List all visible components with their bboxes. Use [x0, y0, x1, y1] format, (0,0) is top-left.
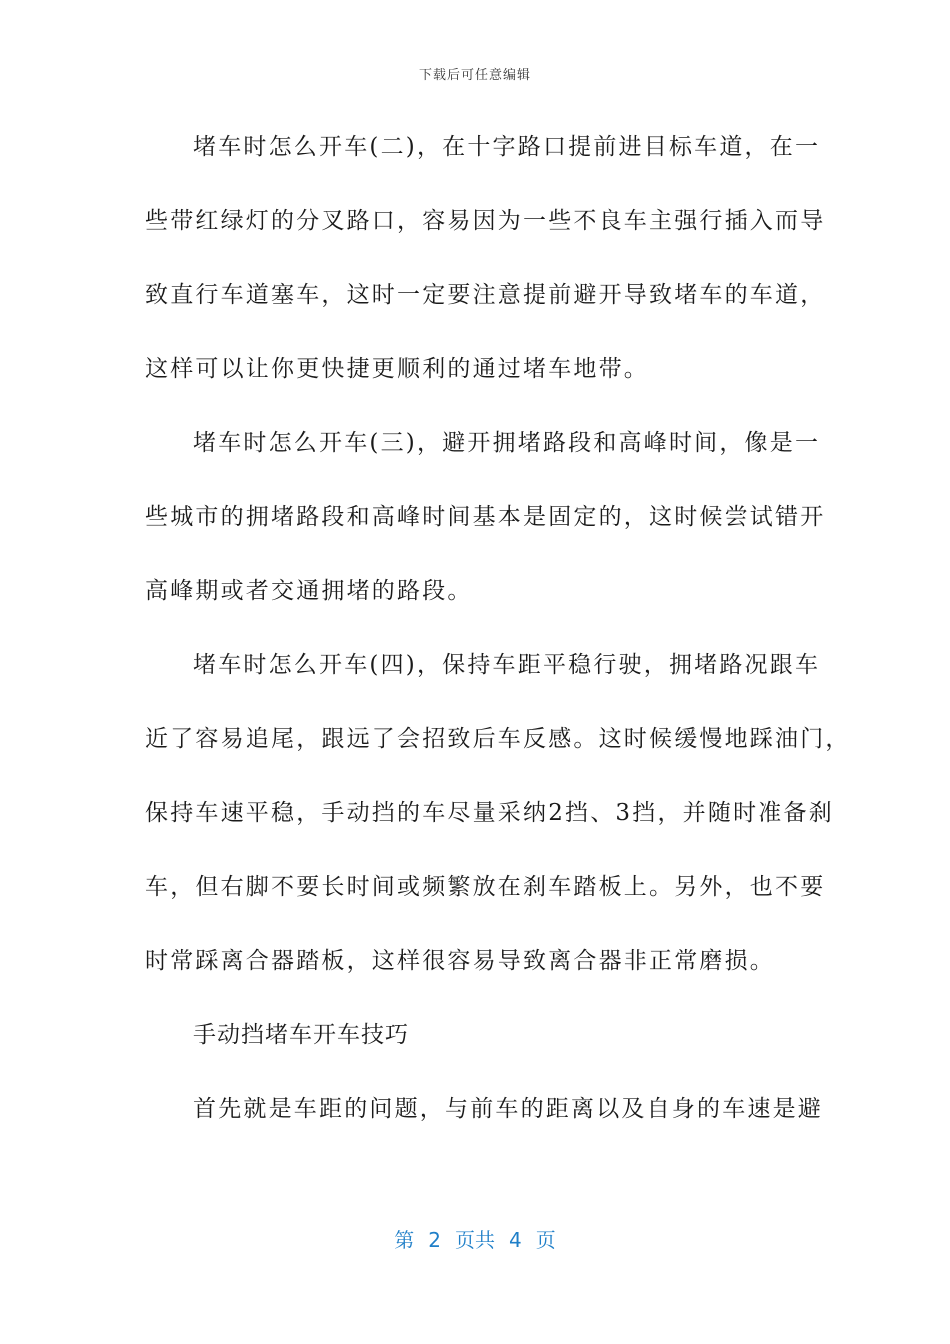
- current-page-number: 2: [428, 1228, 441, 1252]
- paragraph-line: 近了容易追尾，跟远了会招致后车反感。这时候缓慢地踩油门，: [145, 726, 851, 752]
- paragraph-line: 保持车速平稳，手动挡的车尽量采纳2挡、3挡，并随时准备刹: [145, 800, 834, 826]
- page-prefix: 第: [394, 1228, 415, 1252]
- header-note: 下载后可任意编辑: [418, 68, 531, 83]
- paragraph-line: 车，但右脚不要长时间或频繁放在刹车踏板上。另外，也不要: [145, 874, 826, 900]
- paragraph-line: 首先就是车距的问题，与前车的距离以及自身的车速是避: [193, 1096, 823, 1122]
- section-heading: 手动挡堵车开车技巧: [193, 1022, 409, 1048]
- paragraph-line: 堵车时怎么开车(二)，在十字路口提前进目标车道，在一: [193, 134, 821, 160]
- paragraph-line: 堵车时怎么开车(三)，避开拥堵路段和高峰时间，像是一: [193, 430, 821, 456]
- paragraph-line: 时常踩离合器踏板，这样很容易导致离合器非正常磨损。: [145, 948, 775, 974]
- total-pages-number: 4: [509, 1228, 522, 1252]
- paragraph-line: 高峰期或者交通拥堵的路段。: [145, 578, 473, 604]
- paragraph-line: 些城市的拥堵路段和高峰时间基本是固定的，这时候尝试错开: [145, 504, 826, 530]
- paragraph-line: 堵车时怎么开车(四)，保持车距平稳行驶，拥堵路况跟车: [193, 652, 821, 678]
- paragraph-line: 些带红绿灯的分叉路口，容易因为一些不良车主强行插入而导: [145, 208, 826, 234]
- document-body: [145, 124, 851, 1160]
- paragraph-line: 致直行车道塞车，这时一定要注意提前避开导致堵车的车道，: [145, 282, 826, 308]
- page-mid: 页共: [455, 1228, 495, 1252]
- page-suffix: 页: [535, 1228, 556, 1252]
- paragraph-line: 这样可以让你更快捷更顺利的通过堵车地带。: [145, 356, 649, 382]
- page-footer: [0, 1224, 950, 1253]
